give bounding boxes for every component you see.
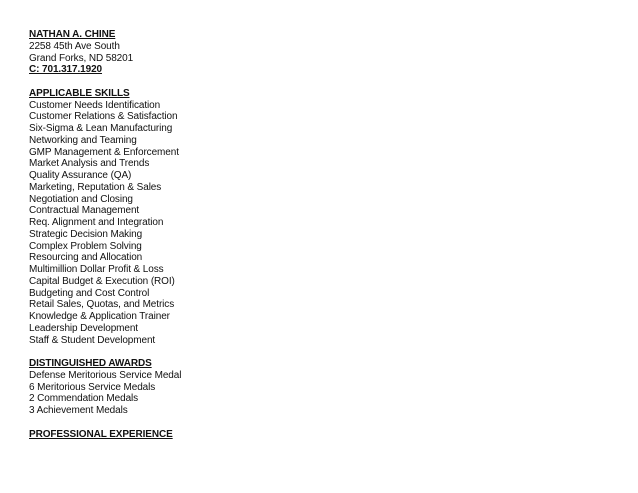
skill-item: Strategic Decision Making bbox=[29, 228, 143, 240]
skill-item: Complex Problem Solving bbox=[29, 240, 142, 252]
skill-item: Customer Relations & Satisfaction bbox=[29, 111, 178, 123]
skill-item: Quality Assurance (QA) bbox=[29, 170, 132, 181]
skill-item: Multimillion Dollar Profit & Loss bbox=[29, 264, 164, 275]
skill-item: Budgeting and Cost Control bbox=[29, 287, 150, 299]
skill-item: Knowledge & Application Trainer bbox=[29, 311, 170, 322]
candidate-name: NATHAN A. CHINE bbox=[29, 29, 116, 40]
experience-heading: PROFESSIONAL EXPERIENCE bbox=[29, 428, 173, 440]
awards-list bbox=[29, 370, 429, 417]
skill-item: Leadership Development bbox=[29, 322, 138, 334]
phone-number: C: 701.317.1920 bbox=[29, 64, 103, 76]
award-item: 6 Meritorious Service Medals bbox=[29, 381, 156, 393]
skill-item: Req. Alignment and Integration bbox=[29, 217, 164, 228]
award-item: 2 Commendation Medals bbox=[29, 393, 139, 405]
award-item: 3 Achievement Medals bbox=[29, 405, 128, 416]
skill-item: Staff & Student Development bbox=[29, 334, 156, 346]
award-item: Defense Meritorious Service Medal bbox=[29, 369, 182, 381]
address-line-2: Grand Forks, ND 58201 bbox=[29, 52, 134, 64]
skill-item: Six-Sigma & Lean Manufacturing bbox=[29, 123, 173, 134]
skill-item: Marketing, Reputation & Sales bbox=[29, 181, 162, 193]
address-line-1: 2258 45th Ave South bbox=[29, 40, 120, 52]
resume-page bbox=[29, 29, 429, 440]
skill-item: Negotiation and Closing bbox=[29, 193, 133, 205]
skill-item: Contractual Management bbox=[29, 205, 140, 217]
skills-list bbox=[29, 100, 429, 347]
skill-item: Resourcing and Allocation bbox=[29, 252, 143, 264]
skill-item: Retail Sales, Quotas, and Metrics bbox=[29, 299, 175, 311]
skill-item: Networking and Teaming bbox=[29, 134, 137, 146]
skill-item: GMP Management & Enforcement bbox=[29, 146, 179, 158]
section-spacer bbox=[29, 346, 429, 358]
section-spacer bbox=[29, 417, 429, 429]
skill-item: Capital Budget & Execution (ROI) bbox=[29, 275, 175, 287]
skills-heading: APPLICABLE SKILLS bbox=[29, 87, 130, 99]
skill-item: Market Analysis and Trends bbox=[29, 158, 150, 170]
section-spacer bbox=[29, 76, 429, 88]
skill-item: Customer Needs Identification bbox=[29, 99, 161, 111]
awards-heading: DISTINGUISHED AWARDS bbox=[29, 358, 152, 369]
